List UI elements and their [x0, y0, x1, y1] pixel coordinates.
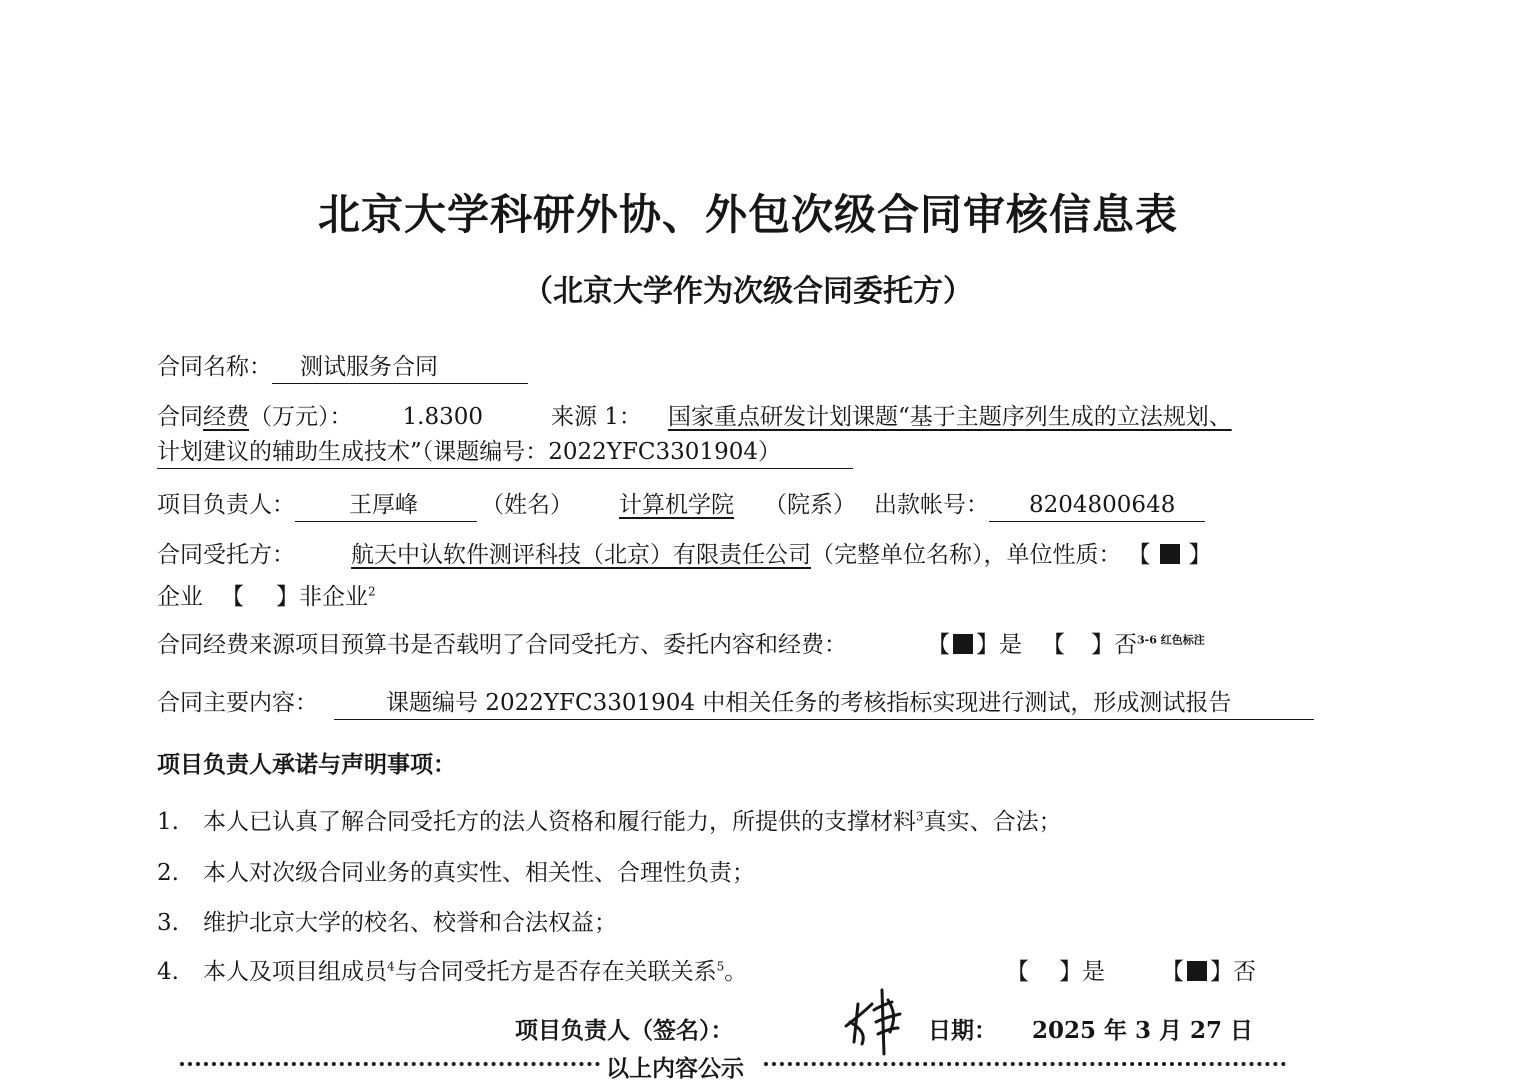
relation-yes-label: 是 — [1082, 959, 1105, 985]
relation-no-label: 否 — [1233, 959, 1256, 985]
date-value: 2025 年 3 月 27 日 — [1032, 1017, 1254, 1044]
leader-label: 项目负责人： — [157, 492, 295, 518]
footer-dotted-line-right — [764, 1062, 1286, 1066]
contract-name-label: 合同名称： — [157, 354, 272, 380]
signature-label: 项目负责人（签名）： — [515, 1017, 734, 1044]
funding-amount: 1.8300 — [402, 404, 483, 430]
trustee-name: 航天中认软件测评科技（北京）有限责任公司 — [351, 542, 811, 568]
main-content-field — [334, 689, 1314, 720]
budget-no-label: 否 — [1114, 632, 1137, 658]
opt-enterprise-label: 企业 — [157, 584, 203, 610]
enterprise-bracket-open: 【 — [1127, 542, 1151, 568]
commitment-item-3 — [157, 904, 617, 937]
commitment-item-4 — [157, 953, 747, 986]
commitment-text-4b: 与合同受托方是否存在关联关系 — [394, 959, 717, 985]
contract-name-row — [157, 348, 528, 384]
commitment-item-2 — [157, 854, 755, 887]
relation-yes-bracket-close: 】 — [1059, 959, 1082, 985]
budget-question-row — [157, 626, 1205, 659]
funding-source-field — [157, 438, 853, 469]
budget-note: 3-6 红色标注 — [1137, 633, 1205, 647]
budget-yes-label: 是 — [999, 632, 1022, 658]
date-label: 日期： — [928, 1017, 997, 1044]
footnote-marker-2: 2 — [368, 584, 376, 599]
main-content-label: 合同主要内容： — [157, 690, 318, 716]
budget-no-bracket-open: 【 — [1042, 632, 1065, 658]
commitment-text-1b: 真实、合法； — [923, 809, 1062, 835]
relation-no-bracket-close: 】 — [1210, 959, 1233, 985]
commitment-num-2: 2. — [157, 860, 179, 886]
leader-name: 王厚峰 — [349, 492, 418, 518]
leader-dept-tag: （院系） — [764, 492, 856, 518]
document-title: 北京大学科研外协、外包次级合同审核信息表 — [317, 190, 1178, 239]
leader-name-field — [295, 491, 477, 522]
document-subtitle: （北京大学作为次级合同委托方） — [523, 274, 973, 309]
leader-name-tag: （姓名） — [481, 492, 573, 518]
commitment-text-1a: 本人已认真了解合同受托方的法人资格和履行能力，所提供的支撑材料 — [202, 809, 916, 835]
commitment-num-1: 1. — [157, 809, 179, 835]
relation-yes-bracket-open: 【 — [1006, 959, 1029, 985]
main-content-value: 课题编号 2022YFC3301904 中相关任务的考核指标实现进行测试，形成测试报告 — [386, 690, 1232, 716]
commitment-num-3: 3. — [157, 910, 179, 936]
footnote-marker-3: 3 — [915, 809, 924, 824]
trustee-label: 合同受托方： — [157, 542, 295, 568]
relation-options — [1006, 953, 1256, 986]
commitments-heading: 项目负责人承诺与声明事项： — [157, 751, 456, 778]
account-label: 出款帐号： — [874, 492, 989, 518]
funding-label-underlined: 经费 — [203, 404, 249, 430]
footnote-marker-5: 5 — [716, 959, 725, 974]
relation-no-bracket-open: 【 — [1161, 959, 1184, 985]
footer-divider-label: 以上内容公示 — [606, 1055, 744, 1082]
budget-question-text: 合同经费来源项目预算书是否载明了合同受托方、委托内容和经费： — [157, 632, 847, 658]
funding-row-continued — [157, 438, 853, 469]
budget-no-bracket-close: 】 — [1091, 632, 1114, 658]
funding-label-suffix: （万元）： — [249, 404, 353, 430]
funding-row — [157, 398, 1232, 431]
commitment-text-4c: 。 — [724, 959, 748, 985]
enterprise-checked-box — [1160, 544, 1180, 564]
funding-source-value-1: 国家重点研发计划课题“基于主题序列生成的立法规划、 — [667, 404, 1232, 430]
enterprise-bracket-close: 】 — [1188, 542, 1212, 568]
non-enterprise-bracket-close: 】 — [276, 584, 299, 610]
trustee-row — [157, 536, 1212, 569]
funding-label-prefix: 合同 — [157, 404, 203, 430]
trustee-suffix: （完整单位名称），单位性质： — [811, 542, 1122, 568]
trustee-row-continued — [157, 578, 376, 611]
commitment-item-1 — [157, 803, 1062, 836]
leader-dept: 计算机学院 — [619, 492, 734, 518]
commitment-text-4a: 本人及项目组成员 — [202, 959, 387, 985]
funding-source-label: 来源 1： — [550, 404, 642, 430]
account-field — [989, 491, 1205, 522]
non-enterprise-bracket-open: 【 — [221, 584, 244, 610]
opt-non-enterprise-label: 非企业 — [299, 584, 368, 610]
budget-yes-bracket-open: 【 — [927, 632, 950, 658]
account-number: 8204800648 — [1029, 492, 1176, 518]
budget-yes-checked-box — [953, 634, 973, 654]
funding-source-value-2: 计划建议的辅助生成技术”（课题编号：2022YFC3301904） — [157, 439, 781, 465]
contract-name-field — [272, 353, 528, 384]
budget-yes-bracket-close: 】 — [976, 632, 999, 658]
commitment-num-4: 4. — [157, 959, 179, 985]
main-content-row — [157, 684, 1314, 720]
leader-row — [157, 486, 1205, 522]
relation-no-checked-box — [1187, 961, 1207, 981]
commitment-text-2: 本人对次级合同业务的真实性、相关性、合理性负责； — [202, 860, 755, 886]
handwritten-signature — [838, 982, 908, 1058]
footer-dotted-line-left — [180, 1062, 600, 1066]
commitment-text-3: 维护北京大学的校名、校誉和合法权益； — [202, 910, 617, 936]
contract-name-value: 测试服务合同 — [300, 354, 438, 380]
footnote-marker-4: 4 — [386, 959, 395, 974]
